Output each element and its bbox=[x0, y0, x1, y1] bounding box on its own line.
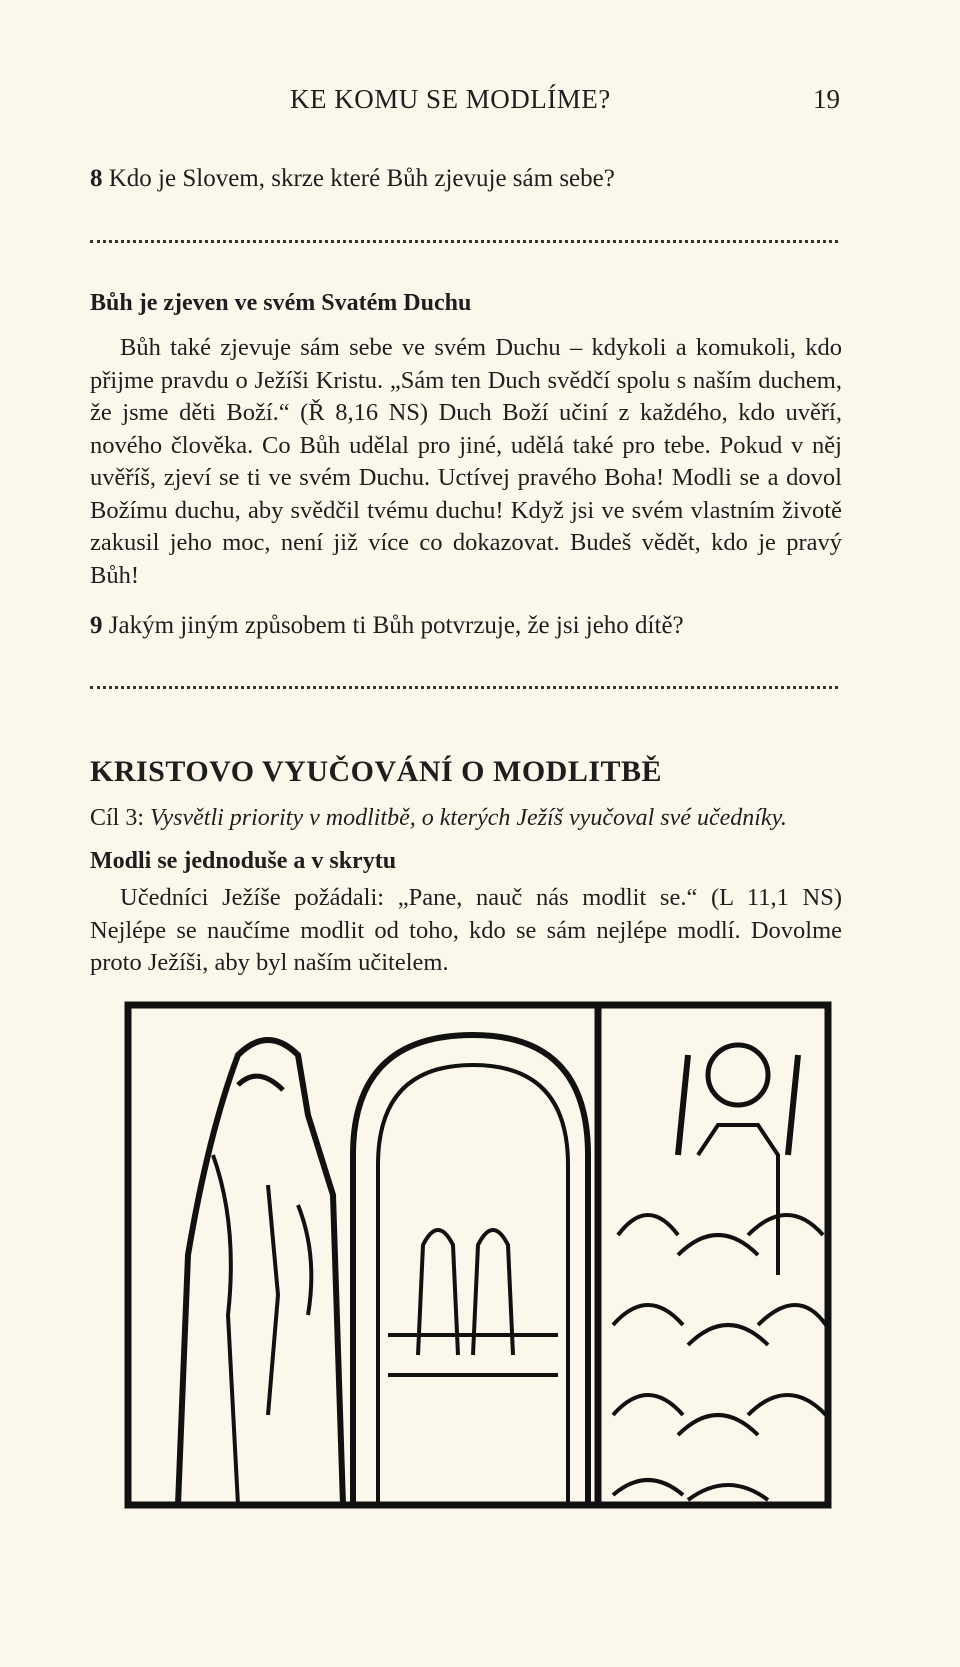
goal-text: Vysvětli priority v modlitbě, o kterých Ježíš vyučoval své učedníky. bbox=[150, 805, 787, 831]
prayer-illustration-icon bbox=[118, 995, 840, 1667]
question-9 bbox=[90, 612, 684, 640]
section-paragraph: Bůh také zjevuje sám sebe ve svém Duchu – kdykoli a komukoli, kdo přijme pravdu o Ježíši Kristu. „Sám ten Duch svědčí spolu s naším duchem, že jsme děti Boží.“ (Ř 8,16 NS) Duch Boží učiní z každého, kdo uvěří, nového člověka. Co Bůh udělal pro jiné, udělá také pro tebe. Pokud v něj uvěříš, zjeví se ti ve svém Duchu. Uctívej pravého Boha! Modli se a dovol Božímu duchu, aby svědčil tvému duchu! Když jsi ve svém vlastním životě zakusil jeho moc, není již více co dokazovat. Budeš vědět, kdo je pravý Bůh! bbox=[90, 334, 842, 589]
answer-line[interactable] bbox=[90, 240, 838, 243]
question-text: Jakým jiným způsobem ti Bůh potvrzuje, že jsi jeho dítě? bbox=[108, 612, 684, 639]
chapter-heading: KRISTOVO VYUČOVÁNÍ O MODLITBĚ bbox=[90, 755, 663, 788]
question-number: 8 bbox=[90, 165, 103, 192]
chapter-paragraph: Učedníci Ježíše požádali: „Pane, nauč nás modlit se.“ (L 11,1 NS) Nejlépe se naučíme modlit od toho, kdo se sám nejlépe modlí. Dovolme proto Ježíši, aby byl naším učitelem. bbox=[90, 884, 842, 976]
running-title: KE KOMU SE MODLÍME? bbox=[290, 84, 611, 114]
page-number: 19 bbox=[813, 84, 840, 114]
question-text: Kdo je Slovem, skrze které Bůh zjevuje sám sebe? bbox=[108, 165, 615, 192]
goal-line bbox=[90, 805, 850, 832]
goal-label: Cíl 3: bbox=[90, 805, 145, 831]
answer-line[interactable] bbox=[90, 686, 838, 689]
section-heading: Bůh je zjeven ve svém Svatém Duchu bbox=[90, 290, 472, 316]
question-number: 9 bbox=[90, 612, 103, 639]
subheading: Modli se jednoduše a v skrytu bbox=[90, 848, 397, 874]
question-8 bbox=[90, 165, 615, 193]
page-header bbox=[90, 84, 840, 124]
